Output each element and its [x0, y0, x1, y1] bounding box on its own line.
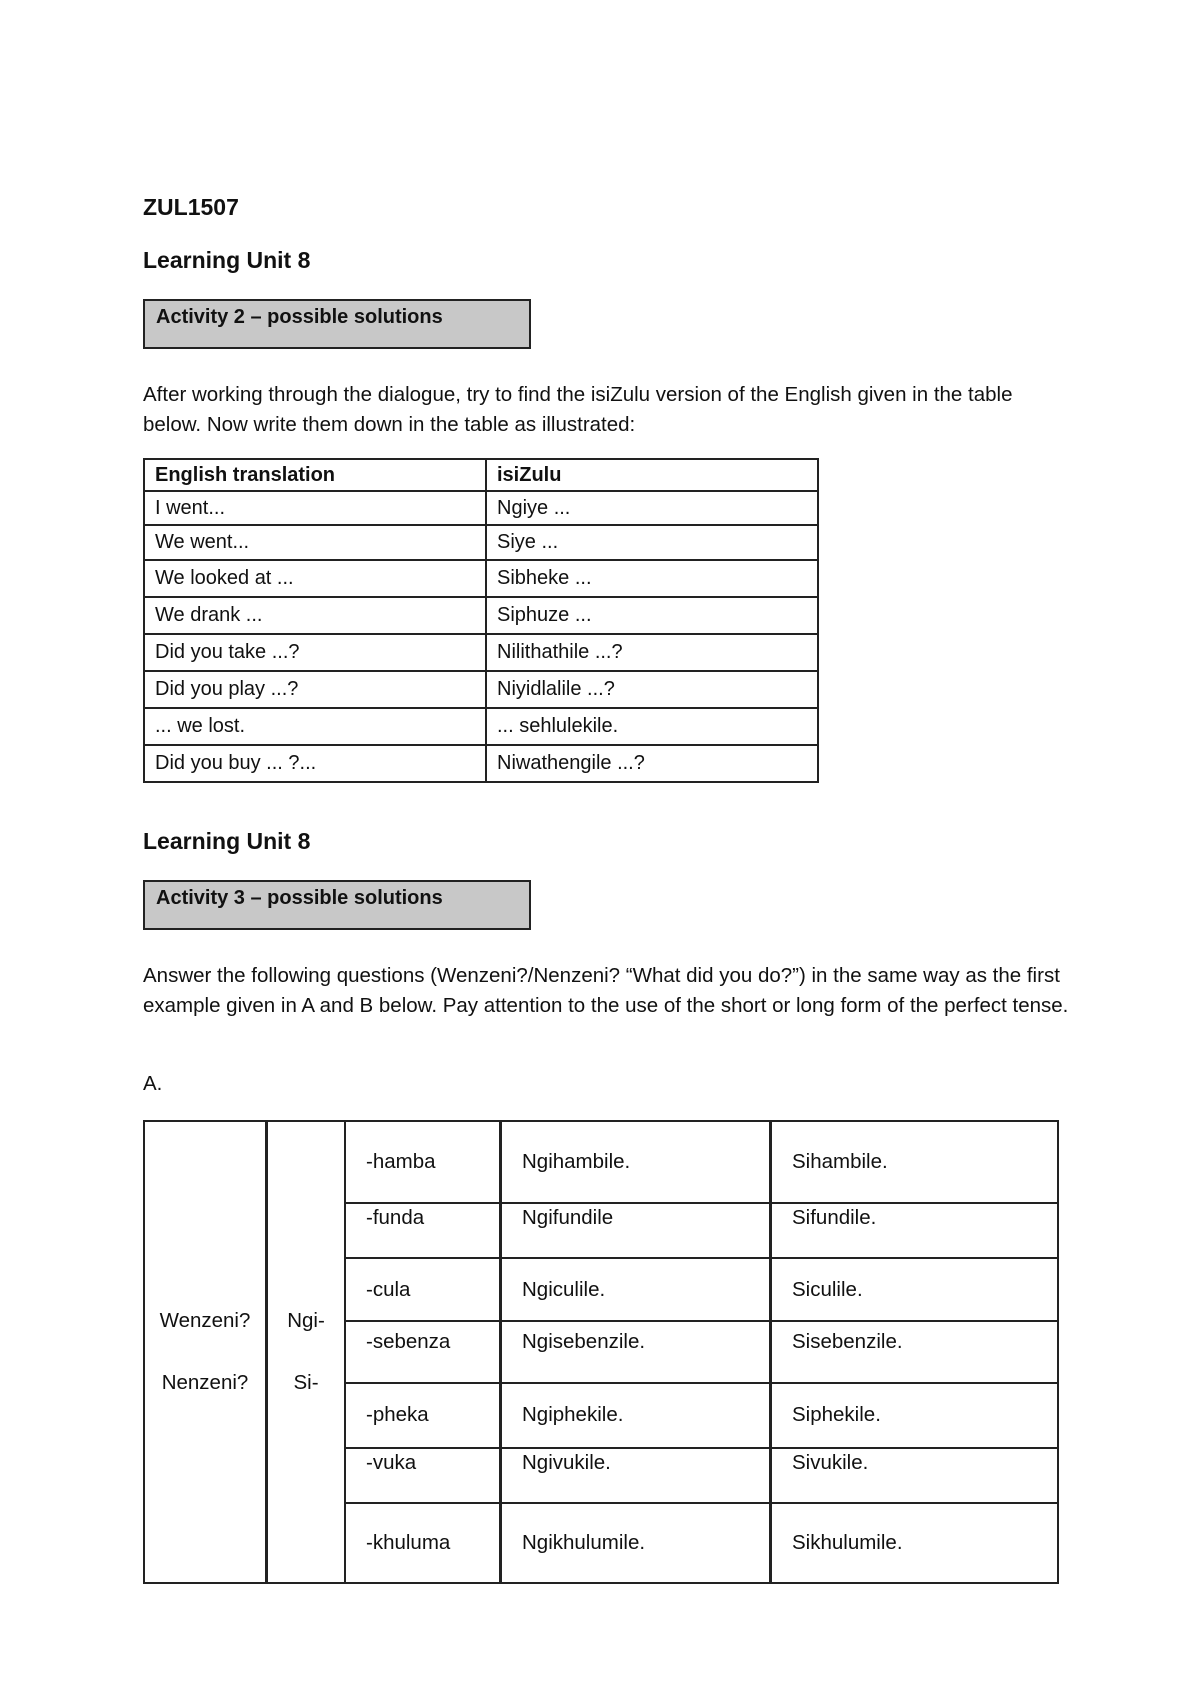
verb-stem-cell: -funda: [345, 1203, 501, 1258]
english-cell: I went...: [144, 491, 486, 525]
activity-2-instructions: After working through the dialogue, try to find the isiZulu version of the English given in the table below. Now write them down in the table as illustrated:: [143, 383, 1013, 436]
ngi-form-cell: Ngikhulumile.: [501, 1503, 771, 1583]
activity-2-title-box: Activity 2 – possible solutions: [143, 299, 531, 349]
english-cell: We went...: [144, 525, 486, 560]
si-form-cell: Sihambile.: [771, 1121, 1059, 1203]
si-form-cell: Sisebenzile.: [771, 1321, 1059, 1382]
table-row: [144, 597, 818, 634]
question-wenzeni: Wenzeni?: [159, 1309, 251, 1332]
activity-3-instructions: Answer the following questions (Wenzeni?/Nenzeni? “What did you do?”) in the same way as the first example given in A and B below. Pay attention to the use of the short or long form of the perfect tense.: [143, 964, 1069, 1017]
verb-stem-cell: -vuka: [345, 1448, 501, 1503]
english-cell: Did you take ...?: [144, 634, 486, 671]
activity-3-title-box: Activity 3 – possible solutions: [143, 880, 531, 930]
table-row: [144, 1121, 1058, 1203]
si-form-cell: Sifundile.: [771, 1203, 1059, 1258]
verb-stem-cell: -pheka: [345, 1383, 501, 1448]
english-cell: We drank ...: [144, 597, 486, 634]
isizulu-cell: Niwathengile ...?: [486, 745, 818, 782]
ngi-form-cell: Ngiculile.: [501, 1258, 771, 1321]
prefix-ngi: Ngi-: [287, 1309, 325, 1332]
ngi-form-cell: Ngisebenzile.: [501, 1321, 771, 1382]
si-form-cell: Siculile.: [771, 1258, 1059, 1321]
unit-heading-2: Learning Unit 8: [143, 828, 311, 854]
verb-stem-cell: -cula: [345, 1258, 501, 1321]
isizulu-cell: Siye ...: [486, 525, 818, 560]
english-cell: Did you buy ... ?...: [144, 745, 486, 782]
isizulu-cell: Nilithathile ...?: [486, 634, 818, 671]
ngi-form-cell: Ngifundile: [501, 1203, 771, 1258]
table-row: [144, 560, 818, 597]
table-row: [144, 634, 818, 671]
si-form-cell: Sikhulumile.: [771, 1503, 1059, 1583]
table-row: [144, 525, 818, 560]
ngi-form-cell: Ngihambile.: [501, 1121, 771, 1203]
table-row: [144, 708, 818, 745]
verb-stem-cell: -sebenza: [345, 1321, 501, 1382]
isizulu-cell: Sibheke ...: [486, 560, 818, 597]
header-isizulu: isiZulu: [486, 459, 818, 491]
part-a-label: A.: [143, 1072, 163, 1095]
question-nenzeni: Nenzeni?: [161, 1371, 249, 1394]
isizulu-cell: Siphuze ...: [486, 597, 818, 634]
english-cell: We looked at ...: [144, 560, 486, 597]
ngi-form-cell: Ngiphekile.: [501, 1383, 771, 1448]
translation-table: [143, 458, 819, 783]
isizulu-cell: ... sehlulekile.: [486, 708, 818, 745]
si-form-cell: Siphekile.: [771, 1383, 1059, 1448]
si-form-cell: Sivukile.: [771, 1448, 1059, 1503]
english-cell: ... we lost.: [144, 708, 486, 745]
prefix-si: Si-: [293, 1371, 319, 1394]
table-row: [144, 745, 818, 782]
prefix-cell: [267, 1121, 346, 1583]
table-row: [144, 671, 818, 708]
question-cell: [144, 1121, 267, 1583]
verb-conjugation-table: [143, 1120, 1059, 1584]
header-english: English translation: [144, 459, 486, 491]
isizulu-cell: Ngiye ...: [486, 491, 818, 525]
english-cell: Did you play ...?: [144, 671, 486, 708]
unit-heading-1: Learning Unit 8: [143, 247, 311, 273]
table-header-row: [144, 459, 818, 491]
ngi-form-cell: Ngivukile.: [501, 1448, 771, 1503]
table-row: [144, 491, 818, 525]
course-code: ZUL1507: [143, 194, 239, 220]
verb-stem-cell: -khuluma: [345, 1503, 501, 1583]
isizulu-cell: Niyidlalile ...?: [486, 671, 818, 708]
verb-stem-cell: -hamba: [345, 1121, 501, 1203]
